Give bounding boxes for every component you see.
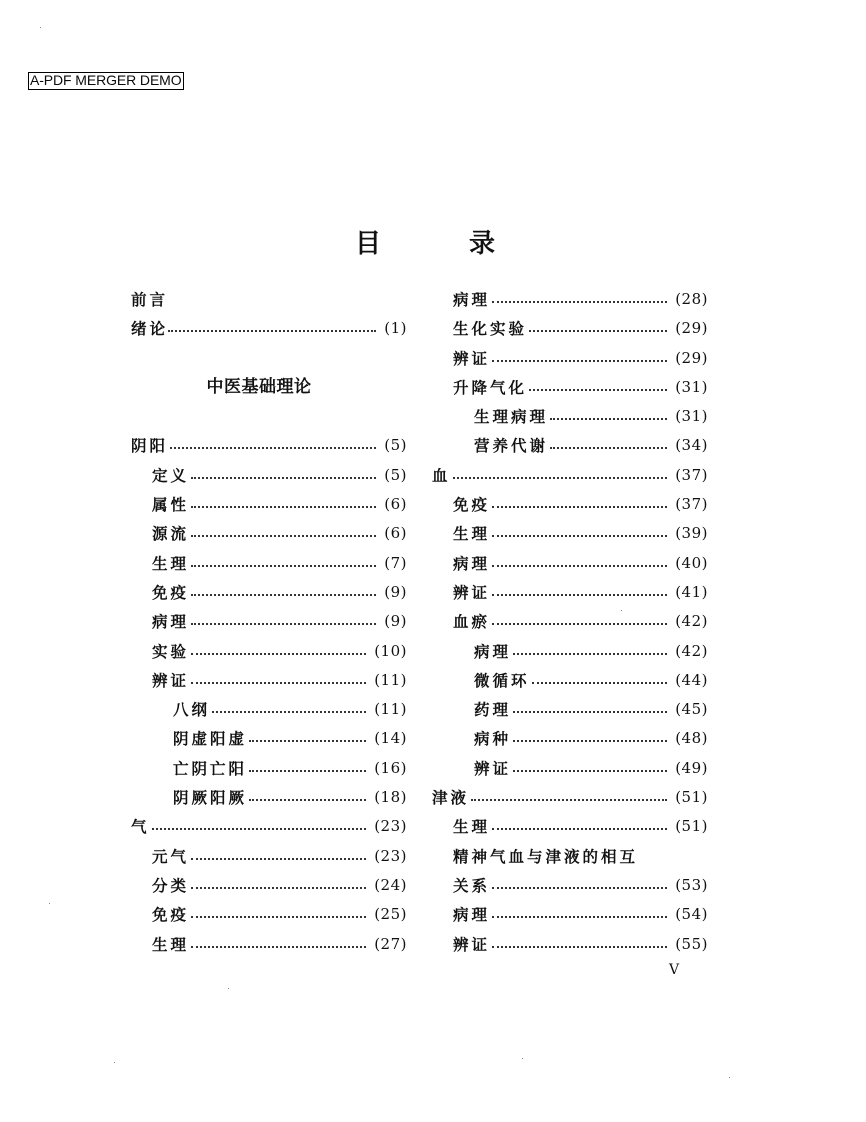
toc-entry-page: (9) [384,582,407,601]
toc-entry-label: 病理 [453,553,491,573]
dot-leader [249,783,366,812]
toc-left-column [131,285,407,959]
toc-entry[interactable] [432,344,708,373]
dot-leader [191,607,376,636]
toc-entry-label: 血瘀 [453,612,491,632]
toc-entry[interactable] [131,637,407,666]
toc-entry-page: (6) [384,524,407,543]
toc-entry-page: (1) [384,319,407,338]
dot-leader [191,519,376,548]
toc-entry-label: 实验 [152,641,190,661]
dot-leader [191,549,376,578]
toc-entry[interactable] [432,666,708,695]
toc-entry-label: 药理 [474,700,512,720]
toc-entry-page: (42) [675,641,708,660]
scan-speck [621,610,622,611]
toc-entry-label: 亡阴亡阳 [173,758,248,778]
toc-entry-label: 阴虚阳虚 [173,729,248,749]
toc-entry[interactable] [131,431,407,460]
dot-leader [471,783,667,812]
dot-leader [529,373,667,402]
toc-entry[interactable] [131,519,407,548]
toc-entry-label: 关系 [453,875,491,895]
dot-leader [550,402,667,431]
toc-entry-page: (5) [384,436,407,455]
toc-entry[interactable] [432,812,708,841]
scan-speck [228,988,229,989]
toc-entry-page: (23) [374,817,407,836]
toc-entry-page: (10) [374,641,407,660]
toc-entry-label: 病理 [152,612,190,632]
scan-speck [114,1062,115,1063]
toc-entry[interactable] [432,754,708,783]
toc-entry[interactable] [131,461,407,490]
toc-entry-label: 升降气化 [453,377,528,397]
toc-entry-page: (53) [675,875,708,894]
dot-leader [492,607,667,636]
dot-leader [168,314,376,343]
toc-entry-page: (9) [384,612,407,631]
dot-leader [550,431,667,460]
toc-entry-label: 辨证 [474,758,512,778]
toc-entry[interactable] [432,695,708,724]
toc-entry-page: (51) [675,788,708,807]
toc-entry-label: 病种 [474,729,512,749]
toc-entry-label: 前言 [131,290,169,309]
toc-entry-page: (27) [374,934,407,953]
toc-entry-label: 免疫 [152,905,190,925]
toc-entry-page: (28) [675,290,708,308]
toc-entry-page: (41) [675,582,708,601]
toc-entry-preface[interactable] [131,285,407,314]
toc-entry-page: (45) [675,700,708,719]
toc-entry-page: (37) [675,495,708,514]
toc-entry[interactable] [432,461,708,490]
dot-leader [492,578,667,607]
toc-entry-page: (11) [374,670,407,689]
toc-entry-page: (7) [384,553,407,572]
dot-leader [529,314,667,343]
toc-entry[interactable] [432,314,708,343]
dot-leader [513,695,667,724]
watermark-label: A-PDF MERGER DEMO [30,72,182,88]
toc-entry[interactable] [432,783,708,812]
toc-entry[interactable] [131,666,407,695]
toc-entry-label: 气 [131,817,150,837]
toc-entry[interactable] [131,695,407,724]
section-heading: 中医基础理论 [206,377,312,398]
spacer [131,344,407,359]
toc-entry[interactable] [131,724,407,753]
toc-entry[interactable] [131,607,407,636]
toc-entry-label: 精神气血与津液的相互 [453,846,639,866]
toc-entry-page: (31) [675,377,708,396]
dot-leader [492,900,667,929]
toc-entry-page: (39) [675,524,708,543]
toc-entry-page: (51) [675,817,708,836]
page-title [355,223,495,259]
toc-entry-label: 免疫 [453,495,491,515]
toc-entry[interactable] [131,783,407,812]
toc-entry-page: (29) [675,348,708,367]
spacer [131,417,407,432]
toc-entry-page: (18) [374,788,407,807]
toc-entry-page: (6) [384,495,407,514]
page-title-char-1: 目 [355,229,382,259]
toc-entry-label: 生理 [152,934,190,954]
toc-entry[interactable] [432,549,708,578]
toc-entry-label: 定义 [152,465,190,485]
toc-entry[interactable] [432,842,708,871]
toc-entry-label: 八纲 [173,700,211,720]
toc-entry[interactable] [131,842,407,871]
toc-entry-page: (25) [374,905,407,924]
toc-entry[interactable] [131,900,407,929]
toc-entry[interactable] [131,578,407,607]
dot-leader [191,637,366,666]
dot-leader [492,285,667,314]
dot-leader [191,930,366,959]
toc-entry[interactable] [432,871,708,900]
toc-entry[interactable] [131,549,407,578]
toc-entry-label: 元气 [152,846,190,866]
toc-entry-page: (14) [374,729,407,748]
toc-entry-label: 微循环 [474,670,530,690]
toc-entry-intro[interactable] [131,314,407,343]
toc-entry-label: 属性 [152,495,190,515]
dot-leader [191,578,376,607]
toc-entry-label: 生理 [453,524,491,544]
dot-leader [492,871,667,900]
toc-entry-label: 血 [432,465,451,485]
toc-entry-page: (11) [374,700,407,719]
dot-leader [513,754,667,783]
toc-entry-page: (55) [675,934,708,953]
toc-entry-label: 辨证 [152,670,190,690]
toc-entry-label: 阴阳 [131,436,169,456]
toc-entry[interactable] [432,930,708,959]
toc-right-entries [432,285,708,959]
toc-entry-page: (44) [675,670,708,689]
dot-leader [492,812,667,841]
dot-leader [492,549,667,578]
toc-entry[interactable] [432,431,708,460]
toc-entry[interactable] [432,637,708,666]
dot-leader [249,724,366,753]
toc-entry-label: 源流 [152,524,190,544]
toc-entry-label: 病理 [474,641,512,661]
scan-speck [729,1077,730,1078]
toc-entry-page: (42) [675,612,708,631]
dot-leader [492,930,667,959]
toc-entry-label: 生理病理 [474,407,549,427]
page-title-char-2: 录 [468,229,495,259]
toc-left-entries [131,431,407,958]
toc-entry-page: (34) [675,436,708,455]
toc-entry-label: 阴厥阳厥 [173,788,248,808]
toc-entry-label: 病理 [453,290,491,309]
scan-speck [522,1058,523,1059]
dot-leader [492,344,667,373]
toc-entry-page: (54) [675,905,708,924]
dot-leader [152,812,367,841]
toc-entry-label: 生理 [152,553,190,573]
scan-speck [49,903,50,904]
toc-entry[interactable] [432,402,708,431]
toc-entry-label: 免疫 [152,582,190,602]
dot-leader [191,871,366,900]
toc-entry-page: (40) [675,553,708,572]
toc-entry[interactable] [131,871,407,900]
dot-leader [492,519,667,548]
dot-leader [191,666,366,695]
toc-entry[interactable] [131,754,407,783]
toc-entry-page: (37) [675,465,708,484]
toc-entry-label: 营养代谢 [474,436,549,456]
toc-entry-label: 生化实验 [453,319,528,339]
toc-entry[interactable] [432,490,708,519]
dot-leader [513,724,667,753]
toc-entry[interactable] [432,373,708,402]
toc-entry[interactable] [432,607,708,636]
dot-leader [191,461,376,490]
toc-entry[interactable] [432,285,708,314]
toc-entry-page: (31) [675,407,708,426]
toc-entry-label: 病理 [453,905,491,925]
toc-entry-page: (29) [675,319,708,338]
dot-leader [249,754,366,783]
scan-speck [40,27,41,28]
toc-entry-label: 分类 [152,875,190,895]
toc-entry-page: (16) [374,758,407,777]
toc-entry[interactable] [432,578,708,607]
toc-entry[interactable] [432,724,708,753]
dot-leader [191,900,366,929]
dot-leader [212,695,366,724]
toc-entry[interactable] [432,519,708,548]
toc-entry-label: 辨证 [453,348,491,368]
footer-page-number: V [669,962,680,978]
toc-entry-page: (5) [384,465,407,484]
dot-leader [532,666,668,695]
toc-entry-label: 津液 [432,788,470,808]
toc-entry-page: (23) [374,846,407,865]
dot-leader [191,842,366,871]
toc-entry-page: (24) [374,875,407,894]
dot-leader [492,490,667,519]
toc-entry-label: 生理 [453,817,491,837]
toc-entry-label: 辨证 [453,582,491,602]
toc-entry[interactable] [131,490,407,519]
toc-entry[interactable] [131,930,407,959]
toc-entry-page: (48) [675,729,708,748]
dot-leader [453,461,668,490]
dot-leader [170,431,376,460]
toc-entry-page: (49) [675,758,708,777]
dot-leader [191,490,376,519]
toc-right-column [432,285,708,959]
toc-entry-label: 绪论 [131,319,169,339]
dot-leader [513,637,667,666]
toc-entry[interactable] [131,812,407,841]
toc-entry[interactable] [432,900,708,929]
toc-entry-label: 辨证 [453,934,491,954]
